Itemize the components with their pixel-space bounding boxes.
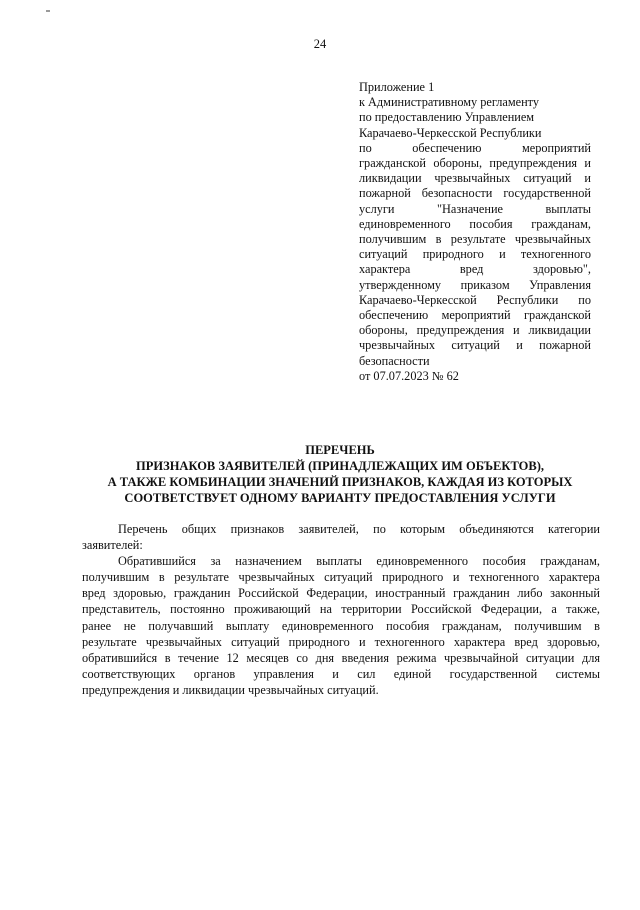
heading-subtitle-line: А ТАКЖЕ КОМБИНАЦИИ ЗНАЧЕНИЙ ПРИЗНАКОВ, КАЖДАЯ ИЗ КОТОРЫХ <box>107 475 573 489</box>
appendix-line: единовременного пособия гражданам, <box>359 216 591 231</box>
appendix-line: Карачаево-Черкесской Республики по <box>359 292 591 307</box>
appendix-line: обеспечению мероприятий гражданской <box>359 308 591 323</box>
scan-mark <box>46 10 50 12</box>
paragraph-line: получившим в результате чрезвычайных ситуаций природного и техногенного характера <box>82 570 600 585</box>
paragraph-line: вред здоровью, гражданин Российской Федерации, иностранный гражданин либо законный <box>82 586 600 601</box>
page-number: 24 <box>313 37 327 51</box>
document-heading <box>70 442 610 506</box>
heading-subtitle-line: ПРИЗНАКОВ ЗАЯВИТЕЛЕЙ (ПРИНАДЛЕЖАЩИХ ИМ ОБЪЕКТОВ), <box>136 459 544 473</box>
appendix-line: Карачаево-Черкесской Республики <box>359 125 542 140</box>
appendix-line: услуги "Назначение выплаты <box>359 201 591 216</box>
appendix-line: по обеспечению мероприятий <box>359 140 591 155</box>
heading-title: ПЕРЕЧЕНЬ <box>305 443 375 457</box>
appendix-line: Приложение 1 <box>359 80 435 94</box>
paragraph-line: предупреждения и ликвидации чрезвычайных ситуаций. <box>82 682 379 697</box>
appendix-line: от 07.07.2023 № 62 <box>359 368 459 383</box>
appendix-line: по предоставлению Управлением <box>359 110 535 125</box>
paragraph-general-features <box>82 521 600 553</box>
heading-subtitle-line: СООТВЕТСТВУЕТ ОДНОМУ ВАРИАНТУ ПРЕДОСТАВЛЕНИЯ УСЛУГИ <box>124 491 556 505</box>
appendix-line: утвержденному приказом Управления <box>359 277 591 292</box>
appendix-line: чрезвычайных ситуаций и пожарной <box>359 338 591 353</box>
paragraph-line: результате чрезвычайных ситуаций природного и техногенного характера вред здоровью, <box>82 634 600 649</box>
paragraph-line: Перечень общих признаков заявителей, по которым объединяются категории <box>118 522 600 536</box>
appendix-line: характера вред здоровью", <box>359 262 591 277</box>
appendix-line: к Административному регламенту <box>359 95 540 110</box>
appendix-reference-block <box>359 80 591 384</box>
appendix-line: пожарной безопасности государственной <box>359 186 591 201</box>
paragraph-line: представитель, постоянно проживающий на территории Российской Федерации, а также, <box>82 602 600 617</box>
paragraph-line: Обратившийся за назначением выплаты единовременного пособия гражданам, <box>118 554 600 569</box>
appendix-line: ситуаций природного и техногенного <box>359 247 591 262</box>
paragraph-line: соответствующих органов управления и сил единой государственной системы <box>82 666 600 681</box>
appendix-line: ликвидации чрезвычайных ситуаций и <box>359 171 591 186</box>
appendix-line: безопасности <box>359 353 430 368</box>
appendix-line: гражданской обороны, предупреждения и <box>359 156 591 171</box>
appendix-line: обороны, предупреждения и ликвидации <box>359 323 591 338</box>
document-body <box>82 521 600 698</box>
appendix-line: получившим в результате чрезвычайных <box>359 232 591 247</box>
paragraph-line: ранее не получавший выплату единовременного пособия гражданам, получившим в <box>82 618 600 633</box>
paragraph-line: обратившийся в течение 12 месяцев со дня введения режима чрезвычайной ситуации для <box>82 650 600 665</box>
paragraph-line: заявителей: <box>82 538 143 553</box>
paragraph-applicant-description <box>82 553 600 698</box>
